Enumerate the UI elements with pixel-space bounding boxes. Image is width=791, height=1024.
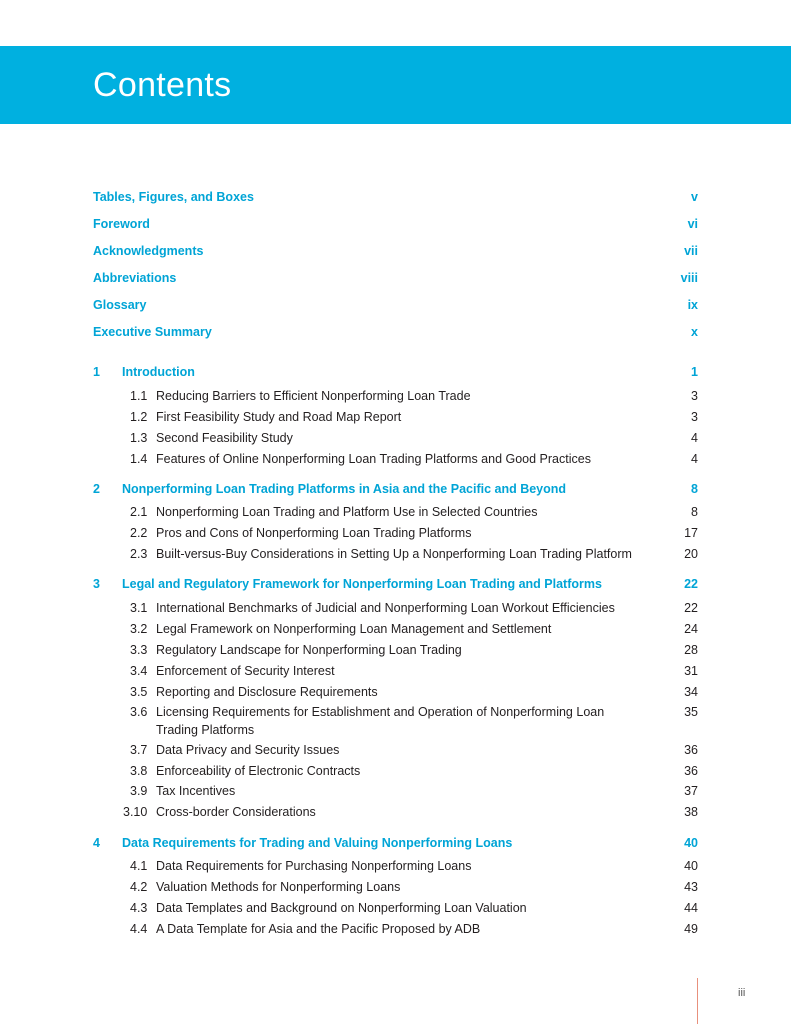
- section-title: Cross-border Considerations: [156, 805, 316, 819]
- toc-chapter-heading[interactable]: [93, 575, 698, 593]
- section-page: 34: [684, 685, 698, 699]
- toc-entry-front-matter[interactable]: [93, 242, 698, 260]
- toc-section-entry[interactable]: [93, 683, 698, 701]
- section-number: 4.4: [130, 922, 148, 936]
- toc-section-entry[interactable]: [93, 408, 698, 426]
- chapter-page: 22: [684, 577, 698, 591]
- toc-entry-label: Abbreviations: [93, 271, 177, 285]
- chapter-number: 2: [93, 482, 100, 496]
- section-title: Nonperforming Loan Trading and Platform Use in Selected Countries: [156, 505, 538, 519]
- toc-section-entry[interactable]: [93, 741, 698, 759]
- section-number: 3.10: [123, 805, 148, 819]
- chapter-page: 8: [691, 482, 698, 496]
- section-title: Tax Incentives: [156, 784, 236, 798]
- section-title: Regulatory Landscape for Nonperforming Loan Trading: [156, 643, 462, 657]
- toc-entry-page: vii: [684, 244, 698, 258]
- section-title: First Feasibility Study and Road Map Report: [156, 410, 402, 424]
- toc-section-entry[interactable]: [93, 782, 698, 800]
- toc-entry-label: Tables, Figures, and Boxes: [93, 190, 254, 204]
- toc-chapter-heading[interactable]: [93, 480, 698, 498]
- section-number: 2.2: [130, 526, 148, 540]
- section-page: 31: [684, 664, 698, 678]
- section-page: 24: [684, 622, 698, 636]
- section-title: A Data Template for Asia and the Pacific Proposed by ADB: [156, 922, 481, 936]
- chapter-title: Nonperforming Loan Trading Platforms in Asia and the Pacific and Beyond: [122, 482, 567, 496]
- section-number: 3.8: [130, 764, 148, 778]
- chapter-page: 40: [684, 836, 698, 850]
- section-page: 38: [684, 805, 698, 819]
- section-number: 3.7: [130, 743, 148, 757]
- section-title: Legal Framework on Nonperforming Loan Management and Settlement: [156, 622, 552, 636]
- section-page: 8: [691, 505, 698, 519]
- toc-section-entry[interactable]: [93, 878, 698, 896]
- section-number: 4.2: [130, 880, 148, 894]
- toc-entry-front-matter[interactable]: [93, 188, 698, 206]
- toc-entry-front-matter[interactable]: [93, 323, 698, 341]
- section-title: Features of Online Nonperforming Loan Trading Platforms and Good Practices: [156, 452, 591, 466]
- section-page: 36: [684, 764, 698, 778]
- toc-section-entry[interactable]: [93, 857, 698, 875]
- section-page: 49: [684, 922, 698, 936]
- toc-section-entry[interactable]: [93, 703, 698, 739]
- section-number: 1.4: [130, 452, 148, 466]
- section-title: Data Privacy and Security Issues: [156, 743, 340, 757]
- section-page: 35: [684, 705, 698, 719]
- section-number: 3.3: [130, 643, 148, 657]
- section-title: International Benchmarks of Judicial and Nonperforming Loan Workout Efficiencies: [156, 601, 615, 615]
- toc-section-entry[interactable]: [93, 503, 698, 521]
- section-title: Reporting and Disclosure Requirements: [156, 685, 378, 699]
- section-title: Valuation Methods for Nonperforming Loans: [156, 880, 401, 894]
- chapter-title: Introduction: [122, 365, 195, 379]
- section-number: 3.9: [130, 784, 148, 798]
- toc-entry-front-matter[interactable]: [93, 296, 698, 314]
- chapter-number: 4: [93, 836, 100, 850]
- chapter-number: 1: [93, 365, 100, 379]
- chapter-number: 3: [93, 577, 100, 591]
- section-title: Data Templates and Background on Nonperforming Loan Valuation: [156, 901, 527, 915]
- toc-section-entry[interactable]: [93, 599, 698, 617]
- section-page: 22: [684, 601, 698, 615]
- section-number: 3.2: [130, 622, 148, 636]
- toc-section-entry[interactable]: [93, 429, 698, 447]
- chapter-page: 1: [691, 365, 698, 379]
- page-title: Contents: [93, 66, 232, 104]
- toc-section-entry[interactable]: [93, 899, 698, 917]
- chapter-title: Data Requirements for Trading and Valuing Nonperforming Loans: [122, 836, 513, 850]
- toc-chapter-heading[interactable]: [93, 834, 698, 852]
- toc-section-entry[interactable]: [93, 620, 698, 638]
- section-title: Built-versus-Buy Considerations in Setting Up a Nonperforming Loan Trading Platform: [156, 547, 632, 561]
- section-title: Licensing Requirements for Establishment and Operation of Nonperforming Loan: [156, 705, 605, 719]
- toc-section-entry[interactable]: [93, 803, 698, 821]
- toc-section-entry[interactable]: [93, 762, 698, 780]
- toc-section-entry[interactable]: [93, 641, 698, 659]
- toc-section-entry[interactable]: [93, 662, 698, 680]
- toc-section-entry[interactable]: [93, 545, 698, 563]
- section-title: Reducing Barriers to Efficient Nonperforming Loan Trade: [156, 389, 471, 403]
- toc-entry-page: viii: [680, 271, 698, 285]
- chapter-title: Legal and Regulatory Framework for Nonperforming Loan Trading and Platforms: [122, 577, 602, 591]
- section-page: 37: [684, 784, 698, 798]
- toc-entry-front-matter[interactable]: [93, 269, 698, 287]
- section-page: 3: [691, 389, 698, 403]
- section-number: 1.2: [130, 410, 148, 424]
- toc-entry-label: Executive Summary: [93, 325, 212, 339]
- toc-entry-label: Glossary: [93, 298, 147, 312]
- toc-entry-page: ix: [687, 298, 698, 312]
- section-number: 3.1: [130, 601, 148, 615]
- section-title: Pros and Cons of Nonperforming Loan Trading Platforms: [156, 526, 472, 540]
- toc-chapter-heading[interactable]: [93, 363, 698, 381]
- section-page: 4: [691, 431, 698, 445]
- toc-entry-label: Acknowledgments: [93, 244, 204, 258]
- section-title: Second Feasibility Study: [156, 431, 293, 445]
- section-number: 2.1: [130, 505, 148, 519]
- section-page: 17: [684, 526, 698, 540]
- section-number: 2.3: [130, 547, 148, 561]
- section-page: 28: [684, 643, 698, 657]
- section-title-continued: Trading Platforms: [156, 723, 255, 737]
- footer-divider: [697, 978, 698, 1024]
- toc-entry-page: v: [691, 190, 698, 204]
- section-title: Data Requirements for Purchasing Nonperforming Loans: [156, 859, 472, 873]
- section-number: 4.3: [130, 901, 148, 915]
- section-page: 40: [684, 859, 698, 873]
- toc-section-entry[interactable]: [93, 450, 698, 468]
- toc-section-entry[interactable]: [93, 387, 698, 405]
- section-page: 43: [684, 880, 698, 894]
- section-number: 1.1: [130, 389, 148, 403]
- toc-section-entry[interactable]: [93, 920, 698, 938]
- section-page: 36: [684, 743, 698, 757]
- section-title: Enforcement of Security Interest: [156, 664, 335, 678]
- toc-entry-page: x: [691, 325, 698, 339]
- section-number: 3.6: [130, 705, 148, 719]
- toc-entry-label: Foreword: [93, 217, 150, 231]
- toc-entry-page: vi: [687, 217, 698, 231]
- section-page: 44: [684, 901, 698, 915]
- section-number: 1.3: [130, 431, 148, 445]
- section-title: Enforceability of Electronic Contracts: [156, 764, 361, 778]
- toc-section-entry[interactable]: [93, 524, 698, 542]
- footer-page-number: iii: [738, 987, 746, 999]
- section-page: 3: [691, 410, 698, 424]
- section-page: 20: [684, 547, 698, 561]
- section-number: 4.1: [130, 859, 148, 873]
- section-number: 3.5: [130, 685, 148, 699]
- section-number: 3.4: [130, 664, 148, 678]
- toc-entry-front-matter[interactable]: [93, 215, 698, 233]
- section-page: 4: [691, 452, 698, 466]
